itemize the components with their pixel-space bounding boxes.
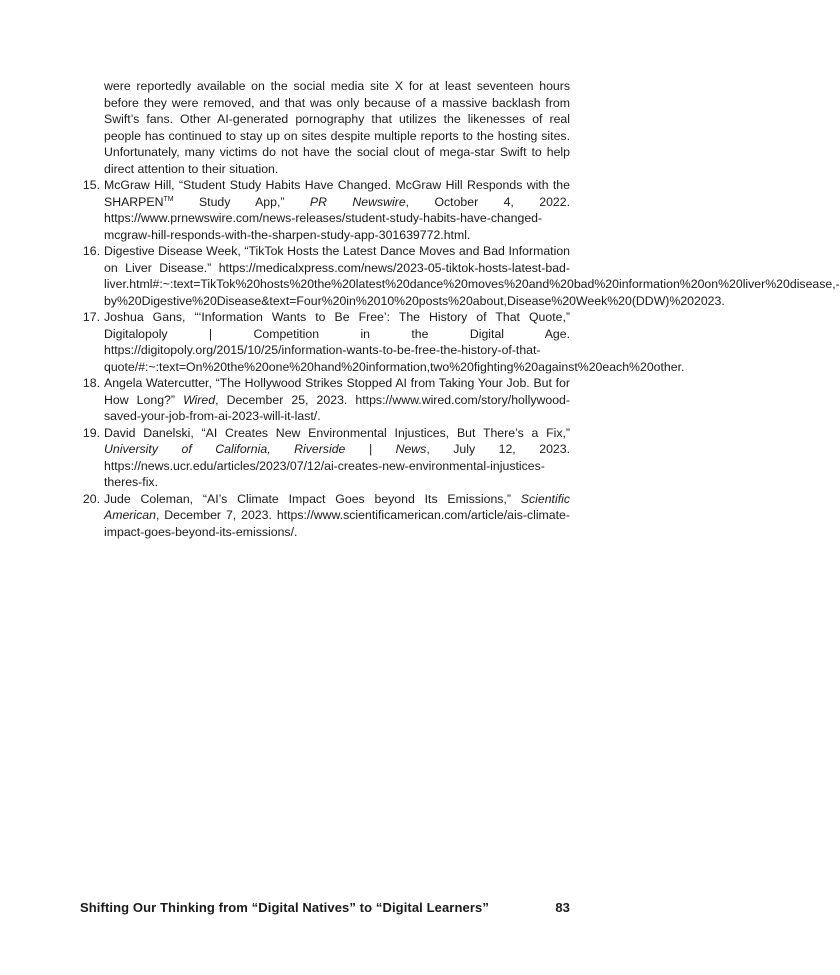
note-text: Digestive Disease Week, “TikTok Hosts the Latest Dance Moves and Bad Information on Liver Disease.” https://medicalxpress.com/news/2023-05-tiktok-hosts-latest-bad-liver.html#:~:text=TikTok%20hosts%20the%20latest%20dance%20moves%20and%20bad%20information%20on%20liver%20disease,-by%20Digestive%20Disease&text=Four%20in%2010%20posts%20about,Disease%20Week%20(DDW)%202023.	[104, 244, 840, 308]
endnote-20	[80, 491, 570, 541]
note-text: David Danelski, “AI Creates New Environmental Injustices, But There’s a Fix,” University of California, Riverside | News, July 12, 2023. https://news.ucr.edu/articles/2023/07/12/ai-creates-new-environmental-injustices-theres-fix.	[104, 425, 570, 489]
endnote-15	[80, 177, 570, 243]
endnote-17	[80, 309, 685, 375]
note-number: 17.	[82, 310, 100, 324]
publication-title: Scientific American	[104, 491, 570, 522]
note-text: Joshua Gans, “‘Information Wants to Be Free’: The History of That Quote,” Digitalopoly | Competition in the Digital Age. https://digitopoly.org/2015/10/25/information-wants-to-be-free-the-history-of-that-quote/#:~:text=On%20the%20one%20hand%20information,two%20fighting%20against%20each%20other.	[104, 310, 685, 374]
note-text: Jude Coleman, “AI’s Climate Impact Goes beyond Its Emissions,” Scientific American, December 7, 2023. https://www.scientificamerican.com/article/ais-climate-impact-goes-beyond-its-emissions/.	[104, 491, 570, 539]
note-number: 18.	[82, 376, 100, 390]
note-number: 16.	[82, 244, 100, 258]
publication-title: PR Newswire	[309, 194, 406, 209]
trademark-superscript: TM	[163, 195, 174, 203]
note-number: 15.	[82, 178, 100, 192]
note-text: Angela Watercutter, “The Hollywood Strikes Stopped AI from Taking Your Job. But for How Long?” Wired, December 25, 2023. https://www.wired.com/story/hollywood-saved-your-job-from-ai-2023-will-it-last/.	[104, 376, 570, 423]
note-number: 20.	[82, 491, 100, 506]
publication-title: University of California, Riverside | News	[104, 442, 427, 456]
running-title: Shifting Our Thinking from “Digital Natives” to “Digital Learners”	[80, 900, 489, 915]
note-14-continuation: were reportedly available on the social media site X for at least seventeen hours before they were removed, and that was only because of a massive backlash from Swift’s fans. Other AI-generated pornography that utilizes the likenesses of real people has continued to stay up on sites despite multiple reports to the hosting sites. Unfortunately, many victims do not have the social clout of mega-star Swift to help direct attention to their situation.	[104, 79, 570, 176]
endnote-16	[80, 243, 840, 309]
endnote-18	[80, 375, 570, 425]
endnote-19	[80, 425, 570, 491]
note-number: 19.	[82, 425, 100, 440]
page-number: 83	[555, 900, 570, 915]
note-text: McGraw Hill, “Student Study Habits Have Changed. McGraw Hill Responds with the SHARPEN™ Study App,” PR Newswire, October 4, 2022. https://www.prnewswire.com/news-releases/student-study-habits-have-changed-mcgraw-hill-responds-with-the-sharpen-study-app-301639772.html.	[104, 178, 570, 242]
publication-title: Wired	[183, 392, 216, 407]
endnotes-list	[80, 78, 840, 540]
